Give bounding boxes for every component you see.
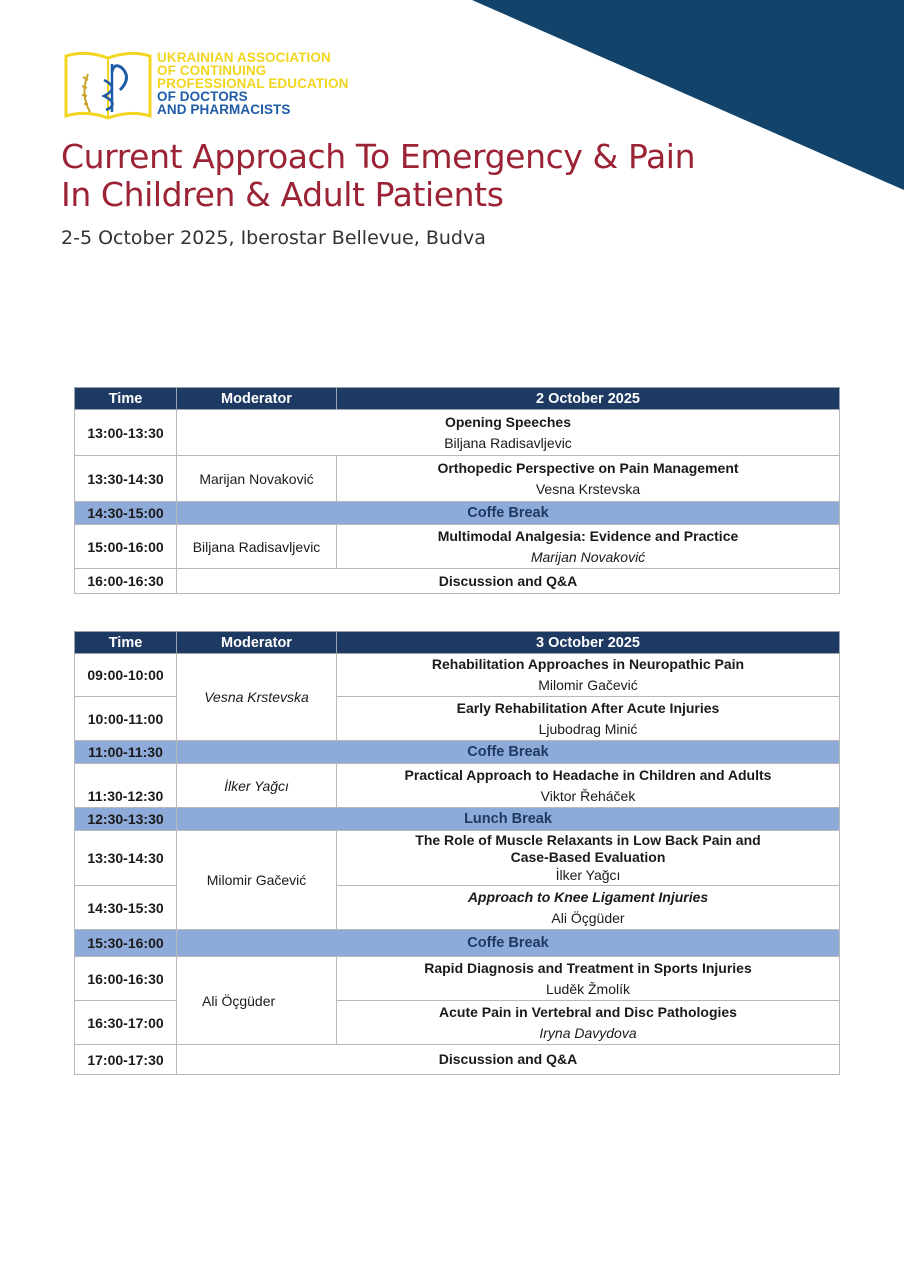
table-row bbox=[75, 764, 840, 808]
session-cell bbox=[337, 654, 840, 697]
moderator-cell: Milomir Gačević bbox=[177, 831, 337, 930]
session-cell bbox=[337, 957, 840, 1001]
time-cell: 15:30-16:00 bbox=[75, 930, 177, 957]
org-line-2: OF CONTINUING bbox=[157, 63, 267, 78]
session-title: Discussion and Q&A bbox=[438, 1051, 578, 1067]
moderator-cell: Marijan Novaković bbox=[177, 456, 337, 502]
time-cell: 12:30-13:30 bbox=[75, 808, 177, 831]
title-line-1: Current Approach To Emergency & Pain bbox=[61, 137, 696, 176]
session-cell bbox=[337, 525, 840, 569]
table-row bbox=[75, 525, 840, 569]
table-row bbox=[75, 456, 840, 502]
time-cell: 15:00-16:00 bbox=[75, 525, 177, 569]
break-label: Coffe Break bbox=[177, 930, 840, 957]
moderator-cell: İlker Yağcı bbox=[177, 764, 337, 808]
org-line-4: OF DOCTORS bbox=[157, 89, 248, 104]
session-title: Rapid Diagnosis and Treatment in Sports Injuries bbox=[424, 959, 752, 976]
session-cell bbox=[177, 569, 840, 594]
table-row bbox=[75, 957, 840, 1001]
break-row bbox=[75, 741, 840, 764]
table-header bbox=[75, 388, 840, 410]
time-cell: 13:00-13:30 bbox=[75, 410, 177, 456]
session-cell bbox=[177, 410, 840, 456]
table-header bbox=[75, 632, 840, 654]
session-title: Discussion and Q&A bbox=[438, 572, 578, 589]
table-row bbox=[75, 410, 840, 456]
page-title bbox=[61, 138, 695, 214]
table-row bbox=[75, 569, 840, 594]
moderator-cell: Biljana Radisavljevic bbox=[177, 525, 337, 569]
break-row bbox=[75, 930, 840, 957]
time-cell: 16:00-16:30 bbox=[75, 569, 177, 594]
session-cell bbox=[337, 1001, 840, 1045]
moderator-header: Moderator bbox=[177, 632, 337, 654]
org-line-3: PROFESSIONAL EDUCATION bbox=[157, 76, 349, 91]
association-logo bbox=[62, 50, 154, 124]
date-header: 2 October 2025 bbox=[337, 388, 840, 410]
session-title: Multimodal Analgesia: Evidence and Practice bbox=[437, 527, 739, 544]
session-cell bbox=[337, 456, 840, 502]
table-row bbox=[75, 831, 840, 886]
table-row bbox=[75, 1045, 840, 1075]
time-header: Time bbox=[75, 632, 177, 654]
session-speaker: İlker Yağcı bbox=[555, 867, 621, 883]
time-header: Time bbox=[75, 388, 177, 410]
time-cell: 16:00-16:30 bbox=[75, 957, 177, 1001]
session-speaker: Viktor Řeháček bbox=[540, 787, 636, 804]
time-cell: 13:30-14:30 bbox=[75, 456, 177, 502]
session-speaker: Ali Öçgüder bbox=[551, 909, 625, 926]
time-cell: 09:00-10:00 bbox=[75, 654, 177, 697]
time-cell: 11:00-11:30 bbox=[75, 741, 177, 764]
break-row bbox=[75, 808, 840, 831]
time-cell: 14:30-15:30 bbox=[75, 886, 177, 930]
session-speaker: Luděk Žmolík bbox=[545, 980, 631, 997]
break-row bbox=[75, 502, 840, 525]
session-title: Acute Pain in Vertebral and Disc Pathologies bbox=[439, 1003, 737, 1020]
moderator-header: Moderator bbox=[177, 388, 337, 410]
session-title: Early Rehabilitation After Acute Injuries bbox=[456, 699, 720, 716]
break-label: Lunch Break bbox=[177, 808, 840, 831]
time-cell: 13:30-14:30 bbox=[75, 831, 177, 886]
session-cell bbox=[337, 764, 840, 808]
session-speaker: Marijan Novaković bbox=[530, 548, 646, 565]
session-speaker: Milomir Gačević bbox=[538, 677, 638, 693]
session-title: Opening Speeches bbox=[444, 413, 572, 430]
session-cell bbox=[177, 1045, 840, 1075]
time-cell: 14:30-15:00 bbox=[75, 502, 177, 525]
table-row bbox=[75, 654, 840, 697]
schedule-table-day1 bbox=[74, 387, 840, 594]
break-label: Coffe Break bbox=[177, 741, 840, 764]
session-cell bbox=[337, 886, 840, 930]
date-header: 3 October 2025 bbox=[337, 632, 840, 654]
session-cell bbox=[337, 831, 840, 886]
organization-name bbox=[157, 51, 348, 116]
session-speaker: Iryna Davydova bbox=[539, 1024, 637, 1041]
title-line-2: In Children & Adult Patients bbox=[61, 175, 504, 214]
moderator-cell: Ali Öçgüder bbox=[177, 957, 337, 1045]
session-title-line-1: The Role of Muscle Relaxants in Low Back Pain and bbox=[415, 832, 761, 848]
org-line-1: UKRAINIAN ASSOCIATION bbox=[157, 50, 331, 65]
time-cell: 17:00-17:30 bbox=[75, 1045, 177, 1075]
session-cell bbox=[337, 697, 840, 741]
time-cell: 11:30-12:30 bbox=[75, 764, 177, 808]
moderator-cell: Vesna Krstevska bbox=[177, 654, 337, 741]
break-label: Coffe Break bbox=[177, 502, 840, 525]
session-title: Practical Approach to Headache in Children and Adults bbox=[404, 766, 772, 783]
session-title: Approach to Knee Ligament Injuries bbox=[467, 888, 709, 905]
session-speaker: Ljubodrag Minić bbox=[538, 720, 638, 737]
event-subtitle: 2-5 October 2025, Iberostar Bellevue, Budva bbox=[61, 227, 486, 249]
session-title: Rehabilitation Approaches in Neuropathic Pain bbox=[431, 656, 745, 672]
time-cell: 16:30-17:00 bbox=[75, 1001, 177, 1045]
schedule-table-day2 bbox=[74, 631, 840, 1075]
session-speaker: Vesna Krstevska bbox=[535, 480, 641, 497]
org-line-5: AND PHARMACISTS bbox=[157, 102, 291, 117]
time-cell: 10:00-11:00 bbox=[75, 697, 177, 741]
session-speaker: Biljana Radisavljevic bbox=[444, 434, 572, 451]
session-title-line-2: Case-Based Evaluation bbox=[510, 849, 666, 865]
session-title: Orthopedic Perspective on Pain Management bbox=[437, 459, 739, 476]
